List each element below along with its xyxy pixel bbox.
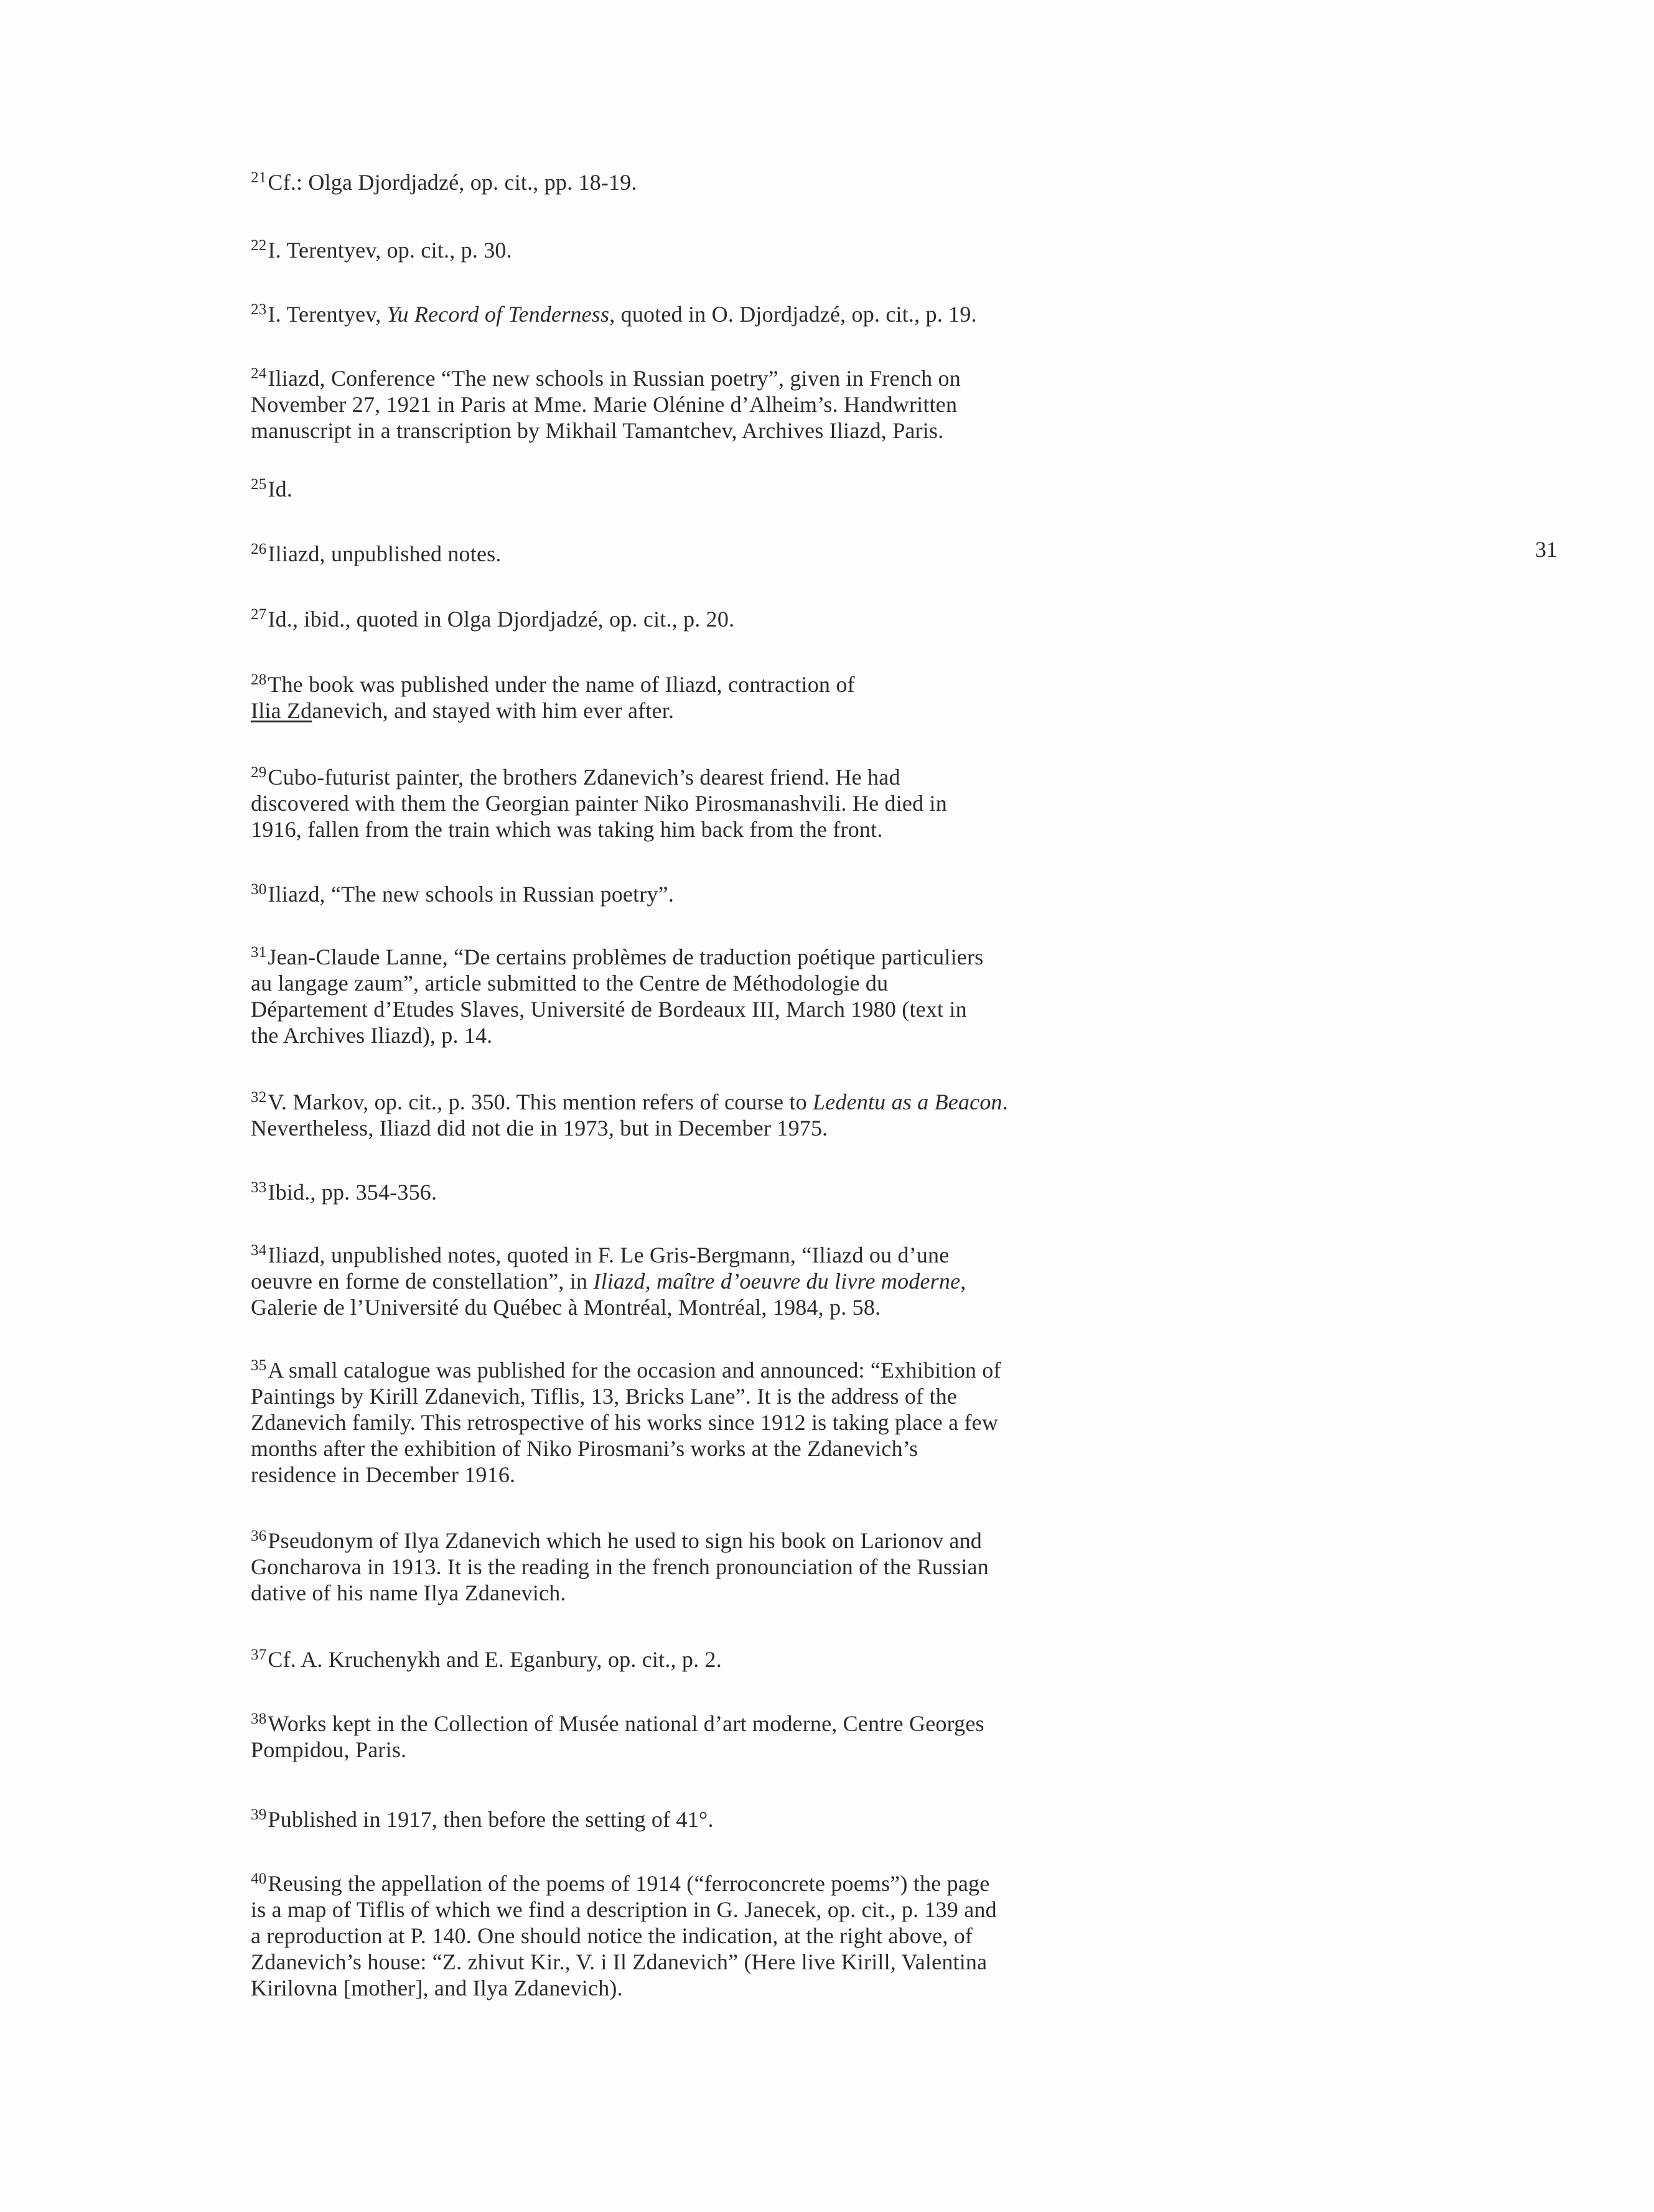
endnote-text: . (1002, 1090, 1008, 1114)
endnote-number: 29 (251, 764, 267, 781)
endnote-number: 25 (251, 476, 267, 493)
endnote-number: 26 (251, 541, 267, 558)
endnote-number: 28 (251, 671, 267, 688)
endnote (251, 476, 292, 502)
endnote-text: the Archives Iliazd), p. 14. (251, 1023, 493, 1048)
endnote-text: Reusing the appellation of the poems of 1914 (“ferroconcrete poems”) the page (268, 1871, 990, 1896)
endnote-text: a reproduction at P. 140. One should notice the indication, at the right above, of (251, 1923, 973, 1948)
endnote (251, 1806, 714, 1832)
endnote-text: 1916, fallen from the train which was taking him back from the front. (251, 817, 883, 842)
endnote-text: The book was published under the name of Iliazd, contraction of (268, 672, 855, 697)
endnote (251, 1089, 1008, 1141)
endnote-number: 32 (251, 1089, 267, 1106)
endnote-text: Iliazd, “The new schools in Russian poetry”. (268, 882, 675, 907)
endnote-text: discovered with them the Georgian painter Niko Pirosmanashvili. He died in (251, 791, 947, 816)
endnote-text: Galerie de l’Université du Québec à Montréal, Montréal, 1984, p. 58. (251, 1295, 881, 1320)
endnote (251, 1528, 989, 1606)
endnote-text: months after the exhibition of Niko Pirosmani’s works at the Zdanevich’s (251, 1436, 918, 1461)
endnote-text: , quoted in O. Djordjadzé, op. cit., p. 19. (609, 302, 977, 327)
endnote (251, 541, 502, 567)
endnote-number: 37 (251, 1646, 267, 1663)
endnote-number: 38 (251, 1710, 267, 1727)
endnote (251, 1179, 437, 1205)
endnote (251, 881, 674, 907)
endnote (251, 1870, 997, 2001)
endnote-text: Kirilovna [mother], and Ilya Zdanevich). (251, 1976, 623, 2000)
endnote-number: 40 (251, 1870, 267, 1887)
endnote-text: V. Markov, op. cit., p. 350. This mention refers of course to (268, 1090, 813, 1114)
endnote-title-italic: Yu Record of Tenderness (386, 302, 610, 327)
endnote-text: Iliazd, unpublished notes. (268, 541, 502, 566)
endnote-text: Zdanevich’s house: “Z. zhivut Kir., V. i Il Zdanevich” (Here live Kirill, Valentina (251, 1949, 988, 1974)
endnote (251, 169, 637, 195)
endnote-number: 33 (251, 1179, 267, 1196)
endnote-text: Published in 1917, then before the setting of 41°. (268, 1807, 714, 1832)
endnote-number: 36 (251, 1528, 267, 1544)
endnote-title-italic: Ledentu as a Beacon (813, 1090, 1002, 1114)
endnote (251, 1646, 722, 1673)
endnote-text: Pseudonym of Ilya Zdanevich which he used to sign his book on Larionov and (268, 1528, 983, 1553)
endnote-text: Iliazd, Conference “The new schools in Russian poetry”, given in French on (268, 366, 961, 391)
endnote-text: Works kept in the Collection of Musée national d’art moderne, Centre Georges (268, 1711, 984, 1736)
endnote-text: Zdanevich family. This retrospective of his works since 1912 is taking place a few (251, 1410, 999, 1435)
endnote-text: Id. (268, 477, 292, 502)
endnote (251, 671, 855, 724)
endnote-number: 27 (251, 606, 267, 623)
endnote (251, 237, 512, 263)
endnote-text: Id., ibid., quoted in Olga Djordjadzé, op. cit., p. 20. (268, 607, 735, 632)
endnote-number: 30 (251, 881, 267, 898)
endnote-text: Paintings by Kirill Zdanevich, Tiflis, 13, Bricks Lane”. It is the address of the (251, 1384, 958, 1409)
endnote-text: Iliazd, unpublished notes, quoted in F. Le Gris-Bergmann, “Iliazd ou d’une (268, 1243, 950, 1267)
endnote-text: I. Terentyev, op. cit., p. 30. (268, 238, 512, 263)
endnote-text-underlined: Ilia Zd (251, 698, 312, 723)
endnote-text: , (960, 1269, 966, 1294)
endnote-text: A small catalogue was published for the occasion and announced: “Exhibition of (268, 1358, 1001, 1383)
endnote-text: November 27, 1921 in Paris at Mme. Marie Olénine d’Alheim’s. Handwritten (251, 392, 958, 417)
endnote-number: 34 (251, 1242, 267, 1259)
endnote-title-italic: Iliazd, maître d’oeuvre du livre moderne (593, 1269, 961, 1294)
endnote-text: Ibid., pp. 354-356. (268, 1180, 437, 1205)
endnote-text: Pompidou, Paris. (251, 1737, 407, 1762)
endnote-number: 35 (251, 1357, 267, 1374)
endnote (251, 764, 947, 842)
endnote-text: au langage zaum”, article submitted to the Centre de Méthodologie du (251, 971, 889, 996)
endnote (251, 606, 734, 632)
endnote-text: I. Terentyev, (268, 302, 387, 327)
endnote-text: Cf. A. Kruchenykh and E. Eganbury, op. cit., p. 2. (268, 1647, 722, 1672)
endnote-number: 23 (251, 301, 267, 318)
endnote-number: 22 (251, 237, 267, 254)
endnote-text: residence in December 1916. (251, 1462, 516, 1487)
endnote-text: Goncharova in 1913. It is the reading in the french pronounciation of the Russian (251, 1554, 989, 1579)
endnote-number: 24 (251, 365, 267, 382)
endnote-number: 31 (251, 944, 267, 961)
endnote-text: Département d’Etudes Slaves, Université de Bordeaux III, March 1980 (text in (251, 997, 967, 1022)
endnote-text: oeuvre en forme de constellation”, in (251, 1269, 594, 1294)
endnote-text: Nevertheless, Iliazd did not die in 1973, but in December 1975. (251, 1116, 828, 1141)
endnote-text: Jean-Claude Lanne, “De certains problèmes de traduction poétique particuliers (268, 945, 984, 969)
endnote (251, 1242, 966, 1320)
endnote-text: manuscript in a transcription by Mikhail Tamantchev, Archives Iliazd, Paris. (251, 418, 944, 443)
endnote-number: 21 (251, 169, 267, 186)
endnote-text: Cf.: Olga Djordjadzé, op. cit., pp. 18-19. (268, 170, 637, 195)
endnote (251, 944, 983, 1048)
endnote-text: dative of his name Ilya Zdanevich. (251, 1580, 566, 1605)
endnote-text: Cubo-futurist painter, the brothers Zdanevich’s dearest friend. He had (268, 765, 900, 790)
endnote (251, 1357, 1001, 1488)
endnote (251, 365, 961, 444)
page-number: 31 (1535, 537, 1558, 562)
endnote-text: anevich, and stayed with him ever after. (312, 698, 675, 723)
endnote-text: is a map of Tiflis of which we find a description in G. Janecek, op. cit., p. 139 and (251, 1897, 997, 1922)
endnote (251, 1710, 984, 1763)
endnote-number: 39 (251, 1806, 267, 1823)
endnote (251, 301, 977, 327)
